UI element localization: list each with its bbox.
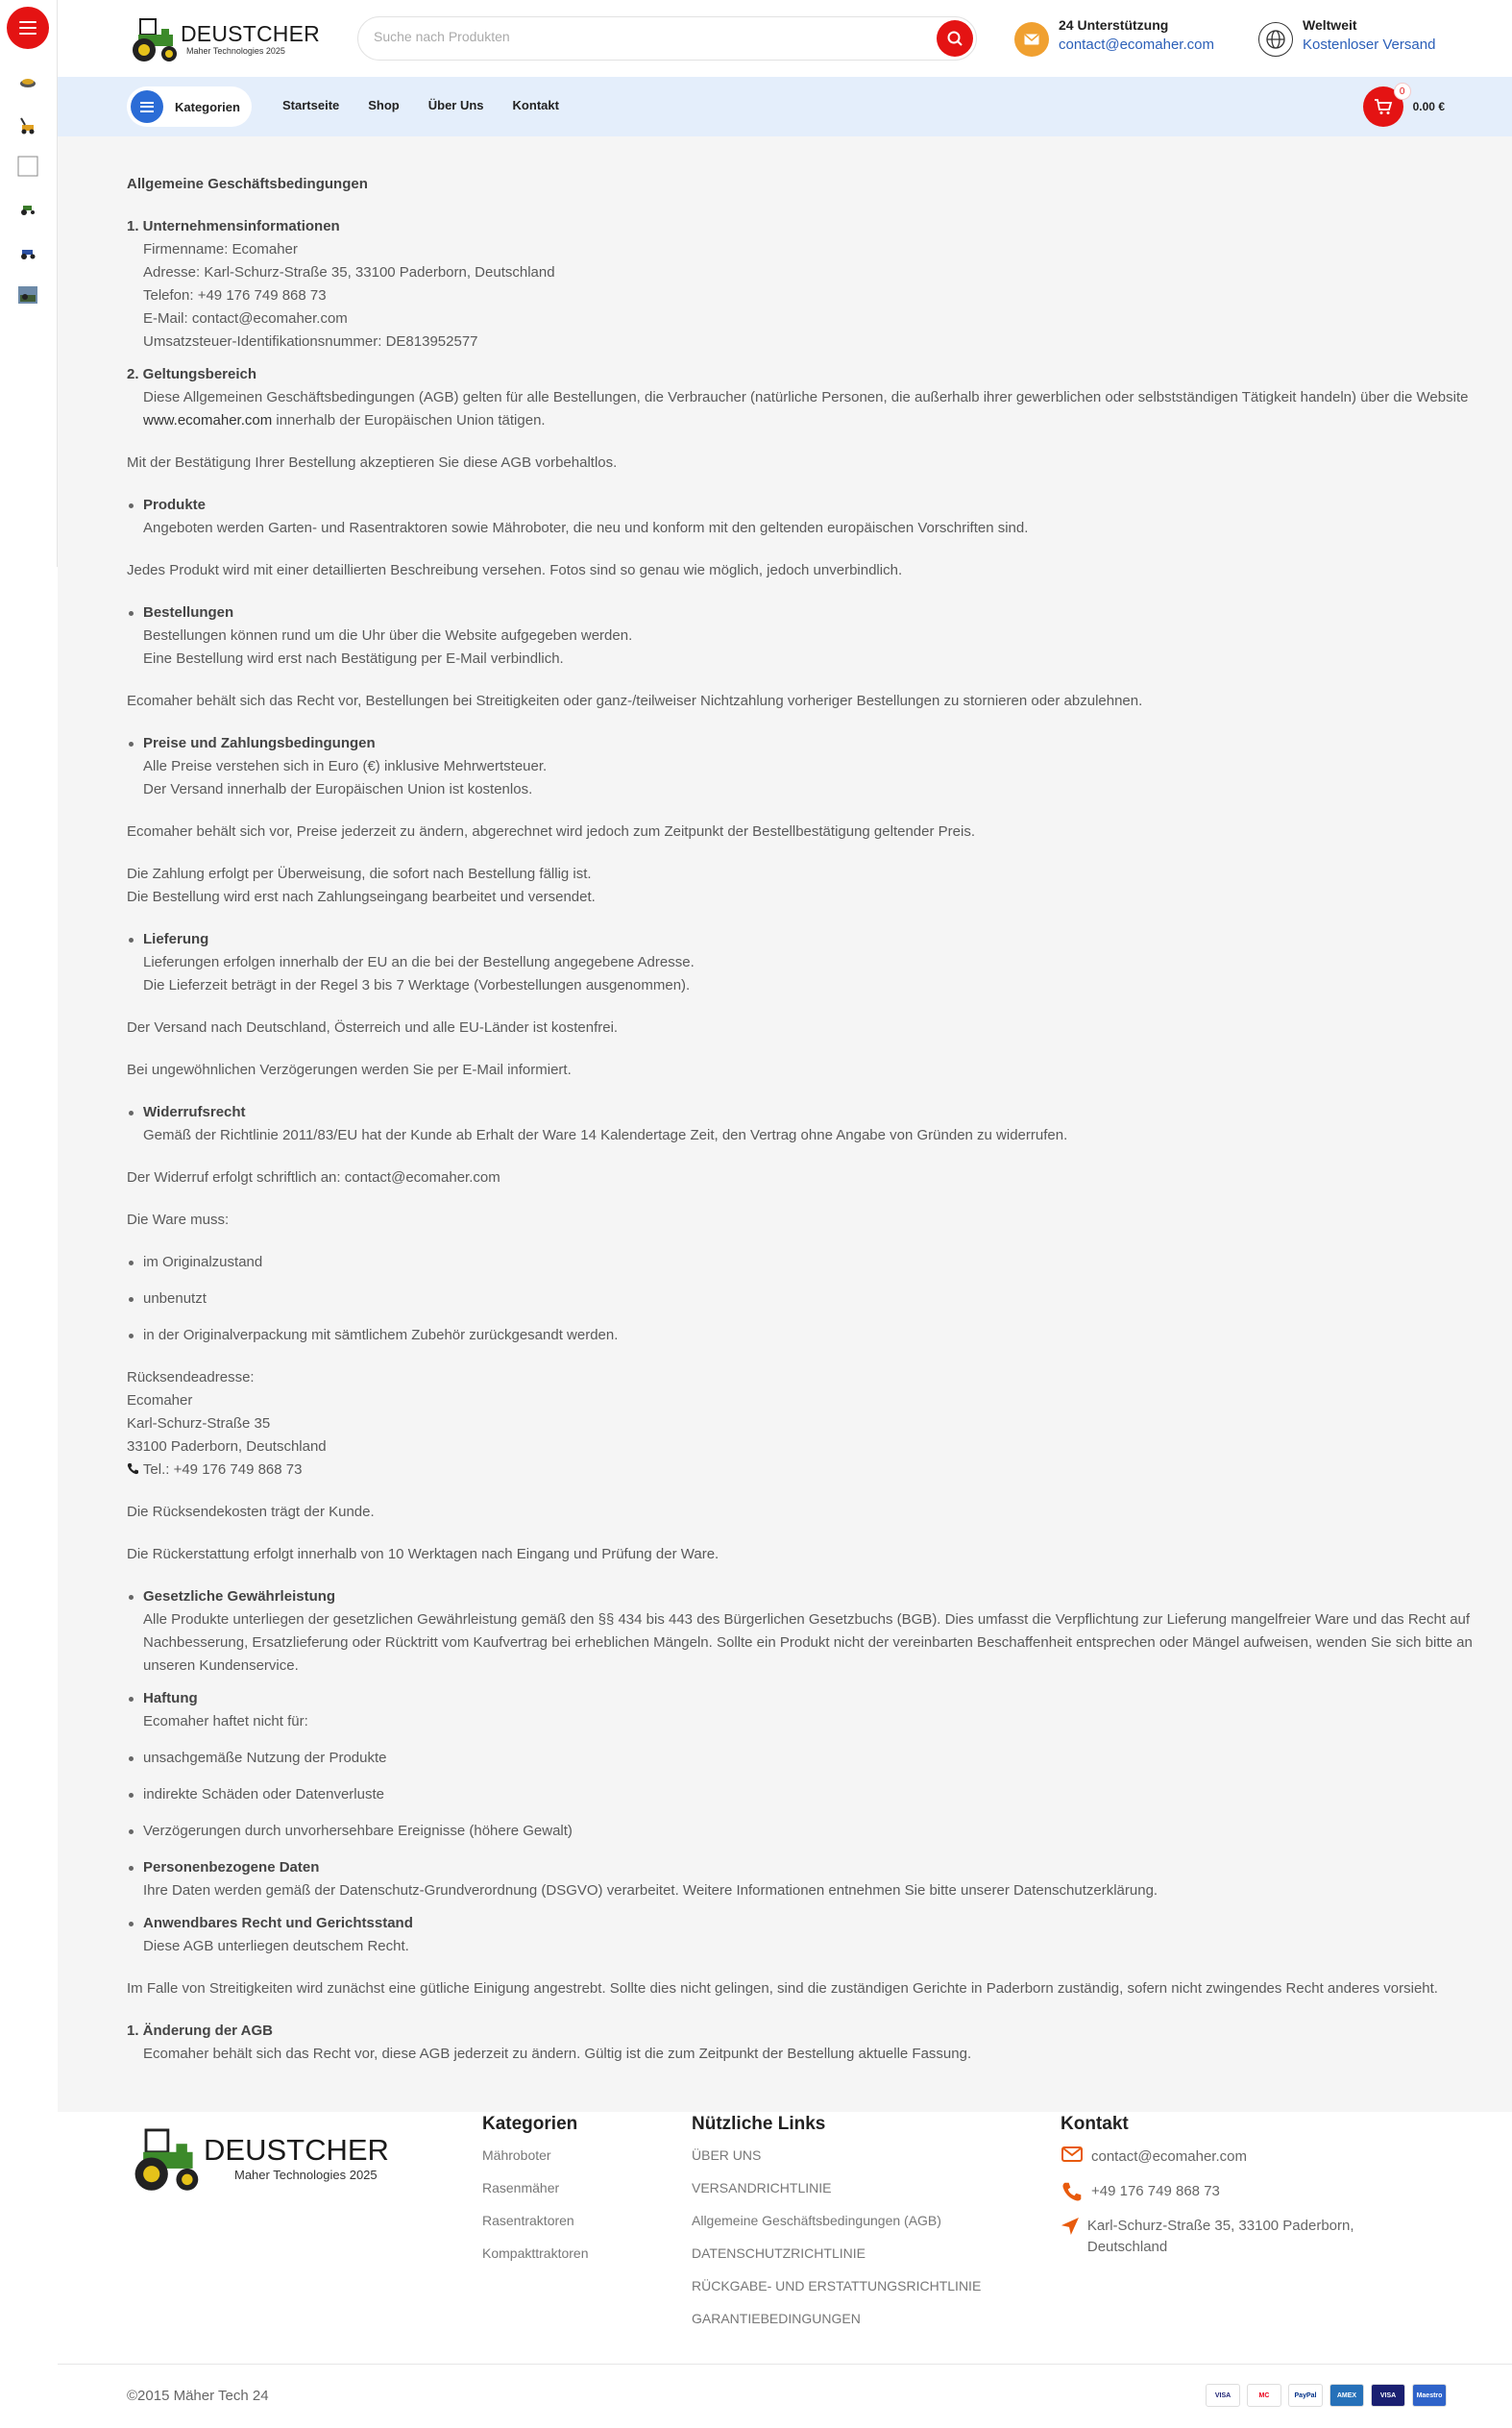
contact-phone-text: +49 176 749 868 73 (1091, 2183, 1220, 2199)
list-item: unsachgemäße Nutzung der Produkte (127, 1747, 1500, 1770)
page-title: Allgemeine Geschäftsbedingungen (127, 176, 368, 192)
shipping-title: Weltweit (1303, 17, 1357, 33)
nav-link-shop[interactable]: Shop (368, 98, 400, 112)
site-footer (58, 2112, 1512, 2428)
search-input[interactable] (374, 29, 892, 44)
search-bar (357, 16, 977, 61)
nav-link-startseite[interactable]: Startseite (282, 98, 340, 112)
rail-category-lawn-tractor[interactable] (17, 198, 38, 219)
section-personenbezogene-daten (127, 1856, 1500, 1902)
footer-categories-title: Kategorien (482, 2114, 578, 2134)
section-gewaehrleistung (127, 1585, 1500, 1678)
section-text: Diese AGB unterliegen deutschem Recht. (143, 1938, 409, 1954)
amex-icon: AMEX (1329, 2384, 1364, 2407)
phone-icon (1061, 2181, 1084, 2202)
copyright-text: ©2015 Mäher Tech 24 (127, 2388, 269, 2404)
visa-electron-icon: VISA (1371, 2384, 1405, 2407)
email-icon (1014, 22, 1049, 57)
footer-category-link[interactable]: Kompakttraktoren (482, 2245, 589, 2261)
logo-tagline: Maher Technologies 2025 (186, 46, 285, 56)
cart-icon (1363, 86, 1403, 127)
categories-menu-icon (131, 90, 163, 123)
rail-category-robot-mower[interactable] (17, 71, 38, 92)
footer-link-rueckgabe[interactable]: RÜCKGABE- UND ERSTATTUNGSRICHTLINIE (692, 2278, 982, 2293)
list-item: in der Originalverpackung mit sämtlichem Zubehör zurückgesandt werden. (127, 1324, 1500, 1347)
search-icon (946, 30, 963, 47)
section-haftung (127, 1687, 1500, 1733)
logo-wordmark: DEUSTCHER (181, 21, 320, 46)
lawn-mower-icon (17, 115, 38, 136)
goods-condition-intro: Die Ware muss: (127, 1212, 230, 1228)
section-produkte (127, 494, 1500, 540)
payment-line: Die Zahlung erfolgt per Überweisung, die sofort nach Bestellung fällig ist. (127, 866, 592, 882)
section-text: Gemäß der Richtlinie 2011/83/EU hat der Kunde ab Erhalt der Ware 14 Kalendertage Zeit, den Vertrag ohne Angabe von Gründen zu widerrufen. (143, 1127, 1068, 1143)
visa-card-icon: VISA (1206, 2384, 1240, 2407)
search-button[interactable] (937, 20, 973, 57)
refund-paragraph: Die Rückerstattung erfolgt innerhalb von 10 Werktagen nach Eingang und Prüfung der Ware. (127, 1546, 719, 1562)
footer-link-garantie[interactable]: GARANTIEBEDINGUNGEN (692, 2311, 861, 2326)
return-address-block (127, 1366, 1500, 1482)
compact-tractor-icon (17, 242, 38, 263)
section-geltungsbereich (127, 363, 1500, 432)
section-title: Lieferung (143, 931, 209, 947)
footer-contact (1061, 2112, 1378, 2271)
section-line: Der Versand innerhalb der Europäischen Union ist kostenlos. (143, 781, 533, 797)
contact-email-text: contact@ecomaher.com (1091, 2148, 1247, 2165)
product-description-paragraph: Jedes Produkt wird mit einer detaillierten Beschreibung versehen. Fotos sind so genau wie möglich, jedoch unverbindlich. (127, 562, 903, 578)
company-phone: Telefon: +49 176 749 868 73 (143, 287, 327, 304)
mastercard-icon: MC (1247, 2384, 1281, 2407)
section-title: Preise und Zahlungsbedingungen (143, 735, 376, 751)
price-change-paragraph: Ecomaher behält sich vor, Preise jederzeit zu ändern, abgerechnet wird jedoch zum Zeitpunkt der Bestellbestätigung geltender Preis. (127, 823, 975, 840)
section-line: Die Lieferzeit beträgt in der Regel 3 bis 7 Werktage (Vorbestellungen ausgenommen). (143, 977, 691, 993)
section-title: 2. Geltungsbereich (127, 366, 257, 382)
footer-category-link[interactable]: Rasenmäher (482, 2180, 560, 2195)
footer-link-datenschutz[interactable]: DATENSCHUTZRICHTLINIE (692, 2245, 866, 2261)
terms-document (127, 173, 1500, 2075)
section-line: Eine Bestellung wird erst nach Bestätigung per E-Mail verbindlich. (143, 650, 564, 667)
return-address-line: Ecomaher (127, 1392, 193, 1409)
list-item: im Originalzustand (127, 1251, 1500, 1274)
section-preise (127, 732, 1500, 801)
shipping-text: Kostenloser Versand (1303, 37, 1436, 53)
list-item: Verzögerungen durch unvorhersehbare Ereignisse (höhere Gewalt) (127, 1820, 1500, 1843)
section-title: Anwendbares Recht und Gerichtsstand (143, 1915, 413, 1931)
section-text: Angeboten werden Garten- und Rasentraktoren sowie Mähroboter, die neu und konform mit den geltenden europäischen Vorschriften sind. (143, 520, 1029, 536)
contact-address-text: Karl-Schurz-Straße 35, 33100 Paderborn, Deutschland (1086, 2218, 1354, 2255)
main-content-area (58, 136, 1512, 2112)
footer-link-versand[interactable]: VERSANDRICHTLINIE (692, 2180, 832, 2195)
left-category-rail (0, 0, 58, 567)
footer-category-link[interactable]: Mähroboter (482, 2147, 551, 2163)
tractor-logo-icon (127, 2121, 204, 2194)
tractor-icon (17, 198, 38, 219)
support-email-link[interactable]: contact@ecomaher.com (1059, 37, 1214, 53)
phone-icon (127, 1462, 139, 1475)
section-line: Alle Preise verstehen sich in Euro (€) inklusive Mehrwertsteuer. (143, 758, 548, 774)
location-arrow-icon (1061, 2216, 1080, 2237)
section-title: Gesetzliche Gewährleistung (143, 1588, 336, 1605)
cart-button[interactable] (1363, 86, 1445, 127)
list-item: indirekte Schäden oder Datenverluste (127, 1783, 1500, 1806)
payment-line: Die Bestellung wird erst nach Zahlungseingang bearbeitet und versendet. (127, 889, 596, 905)
rail-category-gallery[interactable] (17, 284, 38, 306)
section-bestellungen (127, 601, 1500, 671)
shipping-info (1258, 17, 1435, 57)
section-title: Haftung (143, 1690, 198, 1706)
section-anwendbares-recht (127, 1912, 1500, 1958)
company-vat-id: Umsatzsteuer-Identifikationsnummer: DE813952577 (143, 333, 478, 350)
footer-useful-links (692, 2112, 981, 2342)
section-unternehmensinformationen (127, 215, 1500, 354)
cart-amount: 0.00 € (1412, 100, 1445, 113)
footer-link-ueber-uns[interactable]: ÜBER UNS (692, 2147, 762, 2163)
return-costs-paragraph: Die Rücksendekosten trägt der Kunde. (127, 1504, 375, 1520)
photo-icon (17, 284, 38, 306)
nav-link-kontakt[interactable]: Kontakt (512, 98, 559, 112)
nav-links (282, 98, 588, 112)
rail-category-lawn-mower[interactable] (17, 115, 38, 136)
shipping-paragraph: Der Versand nach Deutschland, Österreich und alle EU-Länder ist kostenfrei. (127, 1019, 619, 1036)
footer-links-title: Nützliche Links (692, 2114, 826, 2134)
section-title: Produkte (143, 497, 207, 513)
section-lieferung (127, 928, 1500, 997)
categories-button[interactable] (127, 86, 252, 127)
maestro-icon: Maestro (1412, 2384, 1447, 2407)
footer-contact-email[interactable] (1061, 2146, 1378, 2168)
list-item: unbenutzt (127, 1288, 1500, 1311)
site-logo[interactable] (127, 13, 320, 63)
tractor-logo-icon (127, 13, 181, 63)
footer-categories (482, 2112, 589, 2277)
website-link[interactable]: www.ecomaher.com (143, 412, 273, 429)
scope-text-b: innerhalb der Europäischen Union tätigen. (272, 412, 546, 429)
nav-link-ueber-uns[interactable]: Über Uns (427, 98, 484, 112)
footer-logo-wordmark: DEUSTCHER (204, 2133, 389, 2167)
company-name: Firmenname: Ecomaher (143, 241, 298, 258)
section-title: Bestellungen (143, 604, 234, 621)
cancellation-paragraph: Ecomaher behält sich das Recht vor, Bestellungen bei Streitigkeiten oder ganz-/teilweiser Nichtzahlung vorheriger Bestellungen zu stornieren oder abzulehnen. (127, 693, 1143, 709)
section-text: Alle Produkte unterliegen der gesetzlichen Gewährleistung gemäß den §§ 434 bis 443 des Bürgerlichen Gesetzbuchs (BGB). Dies umfasst die Verpflichtung zur Lieferung mangelfreier Ware und das Recht auf Nachbesserung, Ersatzlieferung oder Rücktritt vom Kaufvertrag bei erheblichen Mängeln. Sollte ein Produkt nicht der vereinbarten Beschaffenheit entsprechen oder Mängel aufweisen, wenden Sie sich bitte an unseren Kundenservice. (143, 1611, 1473, 1674)
return-phone: Tel.: +49 176 749 868 73 (142, 1461, 303, 1478)
withdrawal-paragraph: Der Widerruf erfolgt schriftlich an: contact@ecomaher.com (127, 1169, 500, 1186)
company-email: E-Mail: contact@ecomaher.com (143, 310, 348, 327)
return-address-line: Rücksendeadresse: (127, 1369, 255, 1386)
paypal-icon: PayPal (1288, 2384, 1323, 2407)
globe-icon (1258, 22, 1293, 57)
section-text: Ihre Daten werden gemäß der Datenschutz-Grundverordnung (DSGVO) verarbeitet. Weitere Informationen entnehmen Sie bitte unserer Datenschutzerklärung. (143, 1882, 1158, 1899)
company-address: Adresse: Karl-Schurz-Straße 35, 33100 Paderborn, Deutschland (143, 264, 555, 281)
footer-category-link[interactable]: Rasentraktoren (482, 2213, 574, 2228)
menu-icon (19, 21, 37, 35)
section-text: Ecomaher haftet nicht für: (143, 1713, 308, 1729)
main-nav-bar (58, 77, 1512, 136)
dispute-paragraph: Im Falle von Streitigkeiten wird zunächst eine gütliche Einigung angestrebt. Sollte dies nicht gelingen, sind die zuständigen Gerichte in Paderborn zuständig, sofern nicht zwingendes Recht anderes vorsieht. (127, 1980, 1438, 1997)
footer-contact-phone[interactable] (1061, 2181, 1378, 2202)
site-header (58, 0, 1512, 77)
scope-text-a: Diese Allgemeinen Geschäftsbedingungen (AGB) gelten für alle Bestellungen, die Verbraucher (natürliche Personen, die außerhalb ihrer gewerblichen oder selbstständigen Tätigkeit handeln) über die Website (143, 389, 1469, 405)
hamburger-menu-button[interactable] (7, 7, 49, 49)
section-title: 1. Unternehmensinformationen (127, 218, 340, 234)
rail-category-compact-tractor[interactable] (17, 242, 38, 263)
section-text: Ecomaher behält sich das Recht vor, diese AGB jederzeit zu ändern. Gültig ist die zum Zeitpunkt der Bestellung aktuelle Fassung. (143, 2046, 972, 2062)
section-title: Personenbezogene Daten (143, 1859, 320, 1876)
return-address-line: Karl-Schurz-Straße 35 (127, 1415, 271, 1432)
footer-link-agb[interactable]: Allgemeine Geschäftsbedingungen (AGB) (692, 2213, 941, 2228)
footer-logo-tagline: Maher Technologies 2025 (234, 2168, 378, 2182)
footer-logo[interactable] (127, 2121, 389, 2194)
payment-methods (1199, 2384, 1447, 2407)
footer-contact-title: Kontakt (1061, 2114, 1129, 2134)
delay-paragraph: Bei ungewöhnlichen Verzögerungen werden Sie per E-Mail informiert. (127, 1062, 572, 1078)
footer-contact-address (1061, 2216, 1378, 2258)
rail-category-empty[interactable] (17, 156, 38, 177)
footer-divider (58, 2364, 1512, 2365)
section-line: Bestellungen können rund um die Uhr über die Website aufgegeben werden. (143, 627, 633, 644)
section-aenderung (127, 2020, 1500, 2066)
support-title: 24 Unterstützung (1059, 17, 1169, 33)
section-line: Lieferungen erfolgen innerhalb der EU an die bei der Bestellung angegebene Adresse. (143, 954, 695, 970)
acceptance-paragraph: Mit der Bestätigung Ihrer Bestellung akzeptieren Sie diese AGB vorbehaltlos. (127, 454, 618, 471)
section-title: 1. Änderung der AGB (127, 2023, 273, 2039)
support-info (1014, 17, 1214, 57)
return-address-line: 33100 Paderborn, Deutschland (127, 1438, 327, 1455)
section-widerrufsrecht (127, 1101, 1500, 1147)
categories-label: Kategorien (175, 99, 240, 114)
payment-paragraph (127, 863, 1500, 909)
placeholder-image-icon (17, 156, 38, 177)
robot-mower-icon (17, 71, 38, 92)
section-title: Widerrufsrecht (143, 1104, 246, 1120)
cart-count-badge: 0 (1394, 83, 1411, 100)
envelope-icon (1061, 2146, 1084, 2162)
